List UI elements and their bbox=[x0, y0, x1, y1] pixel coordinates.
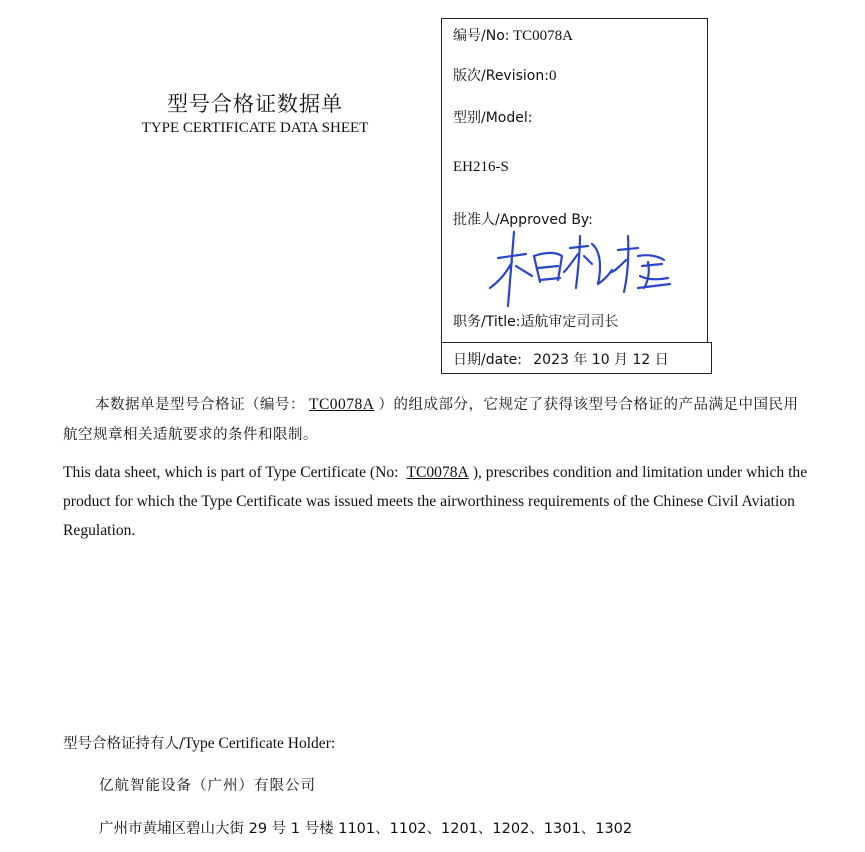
intro-cn-part2: ）的组成部分，它规定了获得该型号合格证的产 bbox=[378, 397, 694, 413]
date-label: 日期/date: bbox=[453, 352, 523, 368]
model-label: 型别/Model: bbox=[453, 110, 533, 126]
revision-row bbox=[453, 65, 556, 85]
approval-date-row bbox=[453, 349, 669, 369]
handwritten-signature bbox=[488, 226, 673, 310]
approval-date-box bbox=[441, 342, 712, 374]
intro-en-part2: ), prescribes condition and limitation under which the product for which the Type Certificate was issued meets the airworthiness requirements of the Chinese Civil Aviation Regulation. bbox=[63, 464, 808, 539]
date-value: 2023 年 10 月 12 日 bbox=[533, 352, 669, 368]
official-title-label: 职务/Title: bbox=[453, 314, 521, 330]
intro-en-tc-number: TC0078A bbox=[406, 464, 469, 481]
certificate-number-value: TC0078A bbox=[512, 28, 573, 44]
approved-by-label: 批准人/Approved By: bbox=[453, 212, 593, 228]
revision-label: 版次/Revision: bbox=[453, 68, 549, 84]
model-value: EH216-S bbox=[453, 159, 509, 175]
intro-cn-tc-number: TC0078A bbox=[309, 396, 375, 413]
holder-label bbox=[63, 732, 335, 753]
official-title-row bbox=[453, 311, 618, 331]
intro-en-part1: This data sheet, which is part of Type Certificate (No: bbox=[63, 464, 399, 481]
document-title-cn: 型号合格证数据单 bbox=[167, 92, 343, 116]
intro-cn-part1: 本数据单是型号合格证（编号： bbox=[95, 397, 305, 413]
holder-label-cn: 型号合格证持有人/ bbox=[63, 736, 184, 752]
holder-label-en: Type Certificate Holder: bbox=[183, 735, 336, 752]
certificate-number-label: 编号/No: bbox=[453, 28, 510, 44]
holder-company-name: 亿航智能设备（广州）有限公司 bbox=[99, 778, 316, 794]
official-title-value: 适航审定司司长 bbox=[520, 314, 619, 330]
revision-value: 0 bbox=[548, 68, 557, 84]
intro-paragraph-cn bbox=[63, 390, 803, 450]
certificate-number-row bbox=[453, 25, 573, 45]
holder-address: 广州市黄埔区碧山大街 29 号 1 号楼 1101、1102、1201、1202、1301、1302 bbox=[99, 821, 633, 837]
intro-cn-part3: 品满足中国民用航空规章相关适航要求的条件和限制。 bbox=[63, 397, 799, 443]
document-title-en: TYPE CERTIFICATE DATA SHEET bbox=[141, 120, 369, 136]
intro-paragraph-en bbox=[63, 458, 808, 545]
